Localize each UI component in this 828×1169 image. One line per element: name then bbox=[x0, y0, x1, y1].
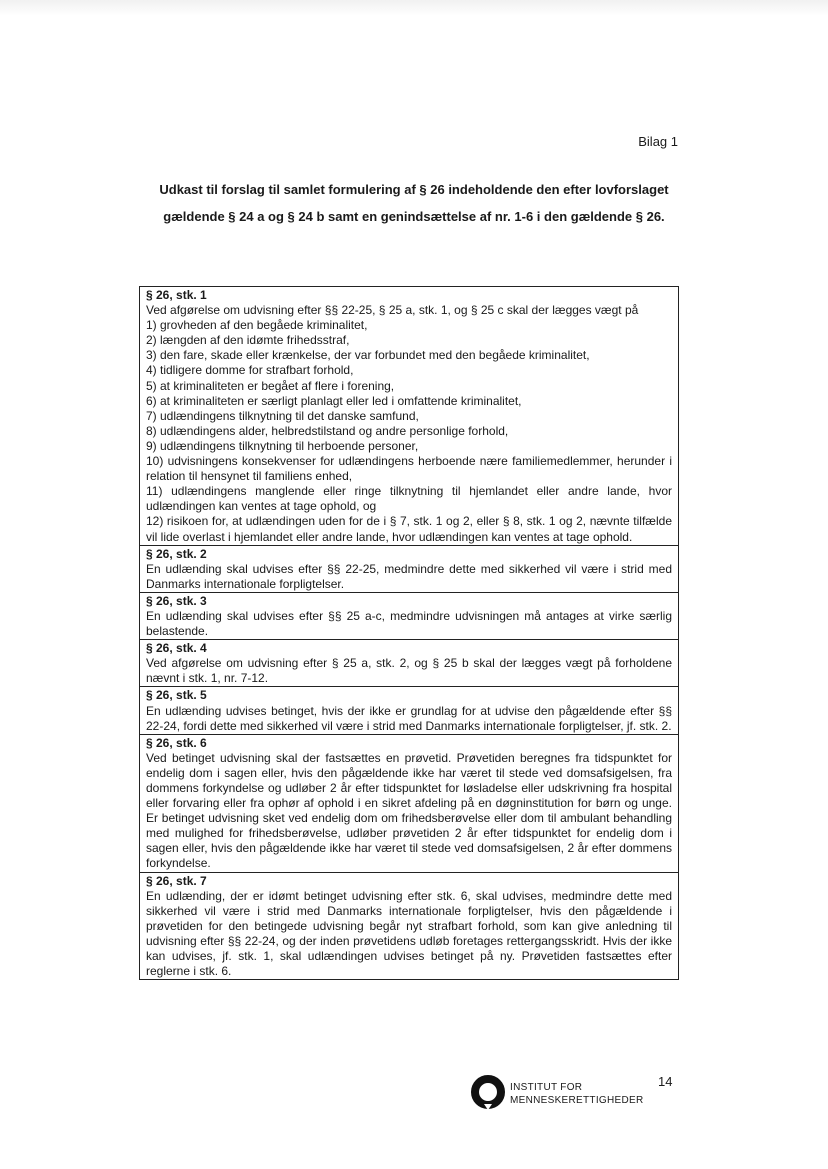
section-stk-3 bbox=[140, 592, 678, 639]
document-title bbox=[140, 176, 688, 230]
section-stk-5 bbox=[140, 686, 678, 733]
section-heading: § 26, stk. 7 bbox=[146, 873, 207, 888]
section-heading: § 26, stk. 1 bbox=[146, 288, 207, 302]
title-line-2: gældende § 24 a og § 24 b samt en genindsættelse af nr. 1-6 i den gældende § 26. bbox=[163, 209, 665, 224]
section-stk-1 bbox=[140, 287, 678, 545]
institute-name-line-2: MENNESKERETTIGHEDER bbox=[510, 1094, 644, 1106]
section-heading: § 26, stk. 2 bbox=[146, 546, 207, 561]
scan-edge-shade bbox=[0, 0, 828, 16]
section-body: Ved afgørelse om udvisning efter § 25 a, stk. 2, og § 25 b skal der lægges vægt på forholdene nævnt i stk. 1, nr. 7-12. bbox=[146, 656, 672, 686]
section-stk-6 bbox=[140, 734, 678, 872]
section-body: En udlænding, der er idømt betinget udvisning efter stk. 6, skal udvises, medmindre dette med sikkerhed vil være i strid med Danmarks internationale forpligtelser, hvis den pågældende i prøvetiden for den betingede udvisning begår nyt strafbart forhold, som kan give anledning til udvisning efter §§ 22-24, og der inden prøvetidens udløb foretages rettergangsskridt. Hvis der ikke kan udvises, jf. stk. 1, skal udlændingen udvises betinget på ny. Prøvetiden fastsættes efter reglerne i stk. 6. bbox=[146, 888, 672, 979]
institute-name-line-1: INSTITUT FOR bbox=[510, 1082, 583, 1093]
institute-logo-icon bbox=[470, 1074, 506, 1110]
section-body: Ved betinget udvisning skal der fastsættes en prøvetid. Prøvetiden beregnes fra tidspunktet for endelig dom i sagen eller, hvis den pågældende ikke har været til stede ved domsafsigelsen, fra dommens forkyndelse og udløber 2 år efter tidspunktet for løsladelse eller udskrivning fra hospital eller forvaring eller fra ophør af ophold i en sikret afdeling på en døgninstitution for børn og unge. Er betinget udvisning sket ved endelig dom om frihedsberøvelse eller dom til ambulant behandling med mulighed for frihedsberøvelse, udløber prøvetiden 2 år efter tidspunktet for endelig dom i sagen eller, hvis den pågældende ikke har været til stede ved domsafsigelsen, 2 år efter dommens forkyndelse. bbox=[146, 750, 672, 871]
page-number: 14 bbox=[658, 1074, 673, 1089]
section-body: En udlænding udvises betinget, hvis der ikke er grundlag for at udvise den pågældende efter §§ 22-24, fordi dette med sikkerhed vil være i strid med Danmarks internationale forpligtelser, jf. stk. 2. bbox=[146, 703, 672, 733]
section-stk-2 bbox=[140, 545, 678, 592]
section-body: Ved afgørelse om udvisning efter §§ 22-25, § 25 a, stk. 1, og § 25 c skal der lægges vægt på 1) grovheden af den begåede kriminalitet, 2) længden af den idømte frihedsstraf, 3) den fare, skade eller krænkelse, der var forbundet med den begåede kriminalitet, 4) tidligere domme for strafbart forhold, 5) at kriminaliteten er begået af flere i forening, 6) at kriminaliteten er særligt planlagt eller led i omfattende kriminalitet, 7) udlændingens tilknytning til det danske samfund, 8) udlændingens alder, helbredstilstand og andre personlige forhold, 9) udlændingens tilknytning til herboende personer, 10) udvisningens konsekvenser for udlændingens herboende nære familiemedlemmer, herunder i relation til hensynet til familiens enhed, 11) udlændingens manglende eller ringe tilknytning til hjemlandet eller andre lande, hvor udlændingen kan ventes at tage ophold, og 12) risikoen for, at udlændingen uden for de i § 7, stk. 1 og 2, eller § 8, stk. 1 og 2, nævnte tilfælde vil lide overlast i hjemlandet eller andre lande, hvor udlændingen kan ventes at tage ophold. bbox=[146, 303, 672, 544]
appendix-label: Bilag 1 bbox=[638, 134, 678, 149]
section-stk-4 bbox=[140, 639, 678, 686]
section-heading: § 26, stk. 5 bbox=[146, 688, 207, 703]
title-line-1: Udkast til forslag til samlet formulering af § 26 indeholdende den efter lovforslaget bbox=[159, 182, 669, 197]
section-heading: § 26, stk. 4 bbox=[146, 641, 207, 656]
section-stk-7 bbox=[140, 872, 678, 980]
section-body: En udlænding skal udvises efter §§ 22-25, medmindre dette med sikkerhed vil være i strid med Danmarks internationale forpligtelser. bbox=[146, 561, 672, 591]
section-heading: § 26, stk. 6 bbox=[146, 735, 207, 750]
section-body: En udlænding skal udvises efter §§ 25 a-c, medmindre udvisningen må antages at virke særlig belastende. bbox=[146, 608, 672, 639]
provision-table bbox=[139, 286, 679, 980]
institute-name bbox=[510, 1082, 644, 1107]
section-heading: § 26, stk. 3 bbox=[146, 593, 207, 608]
